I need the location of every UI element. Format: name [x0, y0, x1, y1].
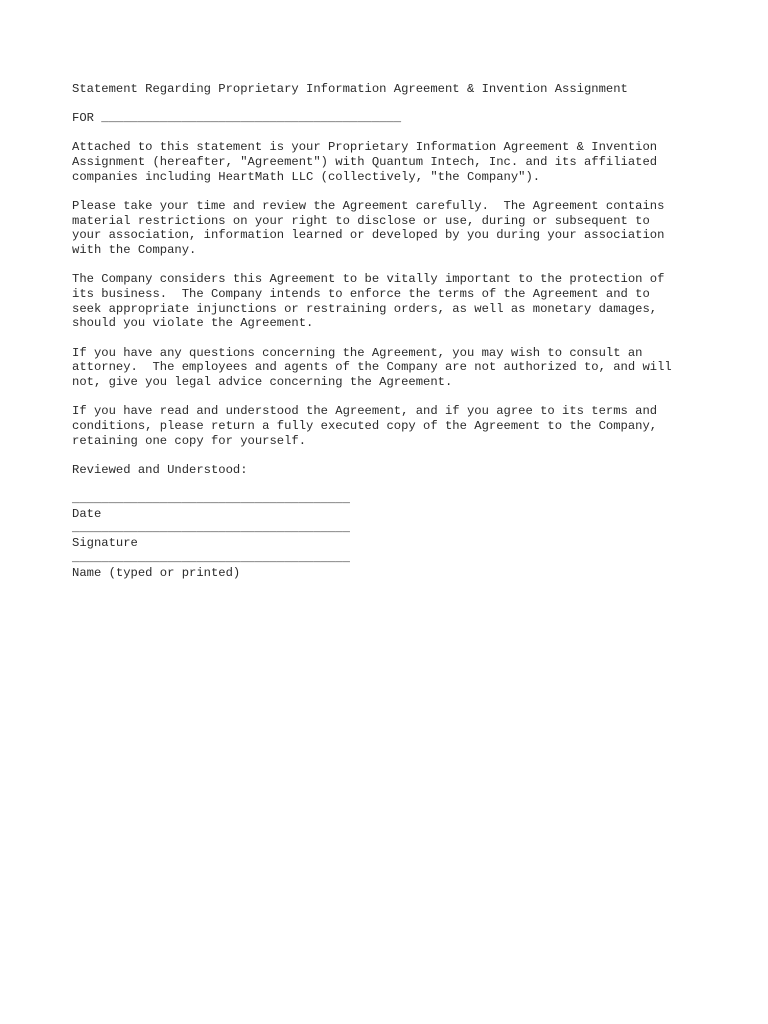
- paragraph-importance: [72, 272, 712, 331]
- date-label: Date: [72, 506, 102, 521]
- document-page: [72, 82, 712, 580]
- document-title: Statement Regarding Proprietary Information Agreement & Invention Assignment: [72, 82, 628, 96]
- paragraph-review: [72, 199, 712, 258]
- name-line: ______________________________________: [72, 550, 350, 565]
- paragraph-return: [72, 404, 712, 448]
- paragraph-line: companies including HeartMath LLC (collectively, "the Company").: [72, 169, 541, 184]
- paragraph-line: your association, information learned or developed by you during your association: [72, 228, 665, 243]
- paragraph-line: Attached to this statement is your Proprietary Information Agreement & Invention: [72, 140, 658, 155]
- paragraph-line: conditions, please return a fully executed copy of the Agreement to the Company,: [72, 418, 658, 433]
- paragraph-line: Please take your time and review the Agreement carefully. The Agreement contains: [72, 199, 665, 214]
- paragraph-line: its business. The Company intends to enforce the terms of the Agreement and to: [72, 287, 650, 302]
- paragraph-line: Assignment (hereafter, "Agreement") with Quantum Intech, Inc. and its affiliated: [72, 155, 658, 170]
- paragraph-line: seek appropriate injunctions or restraining orders, as well as monetary damages,: [72, 301, 658, 316]
- paragraph-line: The Company considers this Agreement to be vitally important to the protection of: [72, 272, 665, 287]
- signature-label: Signature: [72, 536, 138, 551]
- paragraph-attached: [72, 140, 712, 184]
- paragraph-line: should you violate the Agreement.: [72, 316, 314, 331]
- paragraph-line: retaining one copy for yourself.: [72, 433, 307, 448]
- reviewed-label: Reviewed and Understood:: [72, 462, 248, 477]
- for-line: FOR _________________________________________: [72, 111, 402, 126]
- signature-block: [72, 492, 712, 580]
- date-line: ______________________________________: [72, 492, 350, 507]
- paragraph-line: not, give you legal advice concerning the Agreement.: [72, 375, 453, 390]
- paragraph-line: material restrictions on your right to disclose or use, during or subsequent to: [72, 213, 650, 228]
- paragraph-questions: [72, 346, 712, 390]
- signature-line: ______________________________________: [72, 521, 350, 536]
- name-label: Name (typed or printed): [72, 565, 241, 580]
- paragraph-line: If you have any questions concerning the Agreement, you may wish to consult an: [72, 345, 643, 360]
- paragraph-line: with the Company.: [72, 243, 197, 258]
- paragraph-line: attorney. The employees and agents of the Company are not authorized to, and will: [72, 360, 672, 375]
- paragraph-line: If you have read and understood the Agreement, and if you agree to its terms and: [72, 404, 658, 419]
